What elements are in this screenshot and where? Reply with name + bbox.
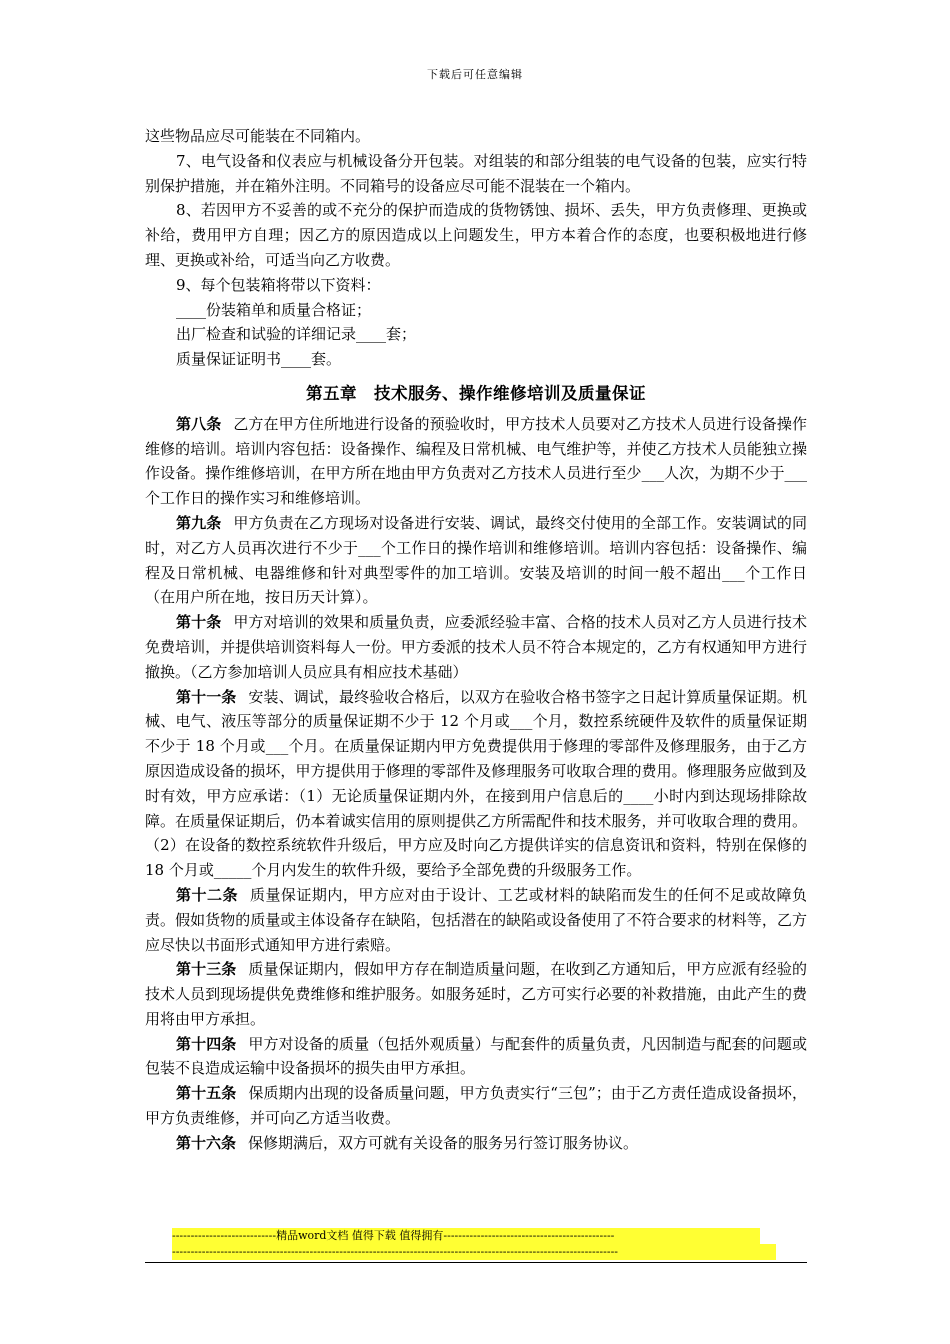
chapter-title: 第五章 技术服务、操作维修培训及质量保证	[306, 383, 646, 403]
article-text: 保质期内出现的设备质量问题，甲方负责实行“三包”；由于乙方责任造成设备损坏，甲方负责维修，并可向乙方适当收费。	[145, 1084, 807, 1128]
article-9	[145, 511, 807, 610]
paragraph: 8、若因甲方不妥善的或不充分的保护而造成的货物锈蚀、损坏、丢失，甲方负责修理、更换或补给，费用甲方自理；因乙方的原因造成以上问题发生，甲方本着合作的态度，也要积极地进行修理、更换或补给，可适当向乙方收费。	[145, 201, 807, 269]
article-label: 第十一条	[176, 687, 237, 706]
article-text: 安装、调试，最终验收合格后，以双方在验收合格书签字之日起计算质量保证期。机械、电气、液压等部分的质量保证期不少于 12 个月或___个月，数控系统硬件及软件的质量保证期不少于 18 个月或___个月。在质量保证期内甲方免费提供用于修理的零部件及修理服务，由于乙方原因造成设备的损坏，甲方提供用于修理的零部件及修理服务可收取合理的费用。修理服务应做到及时有效，甲方应承诺：（1）无论质量保证期内外，在接到用户信息后的____小时内到达现场排除故障。在质量保证期后，仍本着诚实信用的原则提供乙方所需配件和技术服务，并可收取合理的费用。（2）在设备的数控系统软件升级后，甲方应及时向乙方提供详实的信息资讯和资料，特别在保修的 18 个月或_____个月内发生的软件升级，要给予全部免费的升级服务工作。	[145, 687, 807, 880]
article-8	[145, 412, 807, 511]
article-13	[145, 957, 807, 1031]
footer-banner: ----------------------------精品word文档 值得下载 值得拥有----------------------------------------------	[172, 1228, 760, 1244]
article-text: 质量保证期内，假如甲方存在制造质量问题，在收到乙方通知后，甲方应派有经验的技术人员到现场提供免费维修和维护服务。如服务延时，乙方可实行必要的补救措施，由此产生的费用将由甲方承担。	[145, 960, 807, 1028]
article-16	[145, 1131, 807, 1156]
paragraph: 7、电气设备和仪表应与机械设备分开包装。对组装的和部分组装的电气设备的包装，应实行特别保护措施，并在箱外注明。不同箱号的设备应尽可能不混装在一个箱内。	[145, 151, 807, 195]
paragraph: 9、每个包装箱将带以下资料：	[176, 275, 381, 294]
article-label: 第十五条	[176, 1084, 237, 1103]
article-12	[145, 883, 807, 957]
article-label: 第十条	[176, 613, 222, 632]
article-text: 保修期满后，双方可就有关设备的服务另行签订服务协议。	[248, 1133, 639, 1152]
footer-dashes: ------------------------------------------------------------------------------------------------------------------------	[172, 1244, 776, 1260]
article-10	[145, 610, 807, 684]
article-text: 甲方对培训的效果和质量负责，应委派经验丰富、合格的技术人员对乙方人员进行技术免费培训，并提供培训资料每人一份。甲方委派的技术人员不符合本规定的，乙方有权通知甲方进行撤换。（乙方参加培训人员应具有相应技术基础）	[145, 613, 807, 681]
article-14	[145, 1032, 807, 1082]
article-label: 第九条	[176, 513, 222, 532]
article-text: 质量保证期内，甲方应对由于设计、工艺或材料的缺陷而发生的任何不足或故障负责。假如货物的质量或主体设备存在缺陷，包括潜在的缺陷或设备使用了不符合要求的材料等，乙方应尽快以书面形式通知甲方进行索赔。	[145, 885, 807, 954]
paragraph: ____份装箱单和质量合格证；	[176, 300, 372, 319]
article-text: 乙方在甲方住所地进行设备的预验收时，甲方技术人员要对乙方技术人员进行设备操作维修的培训。培训内容包括：设备操作、编程及日常机械、电气维护等，并使乙方技术人员能独立操作设备。操作维修培训，在甲方所在地由甲方负责对乙方技术人员进行至少___人次，为期不少于___个工作日的操作实习和维修培训。	[145, 414, 807, 508]
paragraph: 质量保证证明书____套。	[176, 350, 342, 369]
article-11	[145, 685, 807, 883]
paragraph: 这些物品应尽可能装在不同箱内。	[145, 127, 371, 145]
document-body	[145, 124, 807, 1156]
footer-divider	[145, 1262, 807, 1263]
page-header: 下载后可任意编辑	[427, 68, 523, 81]
article-label: 第十三条	[176, 960, 237, 979]
article-text: 甲方对设备的质量（包括外观质量）与配套件的质量负责，凡因制造与配套的问题或包装不良造成运输中设备损坏的损失由甲方承担。	[145, 1034, 807, 1078]
article-label: 第十六条	[176, 1133, 237, 1152]
article-label: 第十四条	[176, 1034, 237, 1053]
paragraph: 出厂检查和试验的详细记录____套；	[176, 325, 417, 344]
article-text: 甲方负责在乙方现场对设备进行安装、调试，最终交付使用的全部工作。安装调试的同时，对乙方人员再次进行不少于___个工作日的操作培训和维修培训。培训内容包括：设备操作、编程及日常机械、电器维修和针对典型零件的加工培训。安装及培训的时间一般不超出___个工作日（在用户所在地，按日历天计算）。	[145, 513, 807, 607]
article-label: 第八条	[176, 414, 222, 433]
article-15	[145, 1081, 807, 1131]
article-label: 第十二条	[176, 885, 238, 904]
page-footer	[172, 1228, 778, 1260]
